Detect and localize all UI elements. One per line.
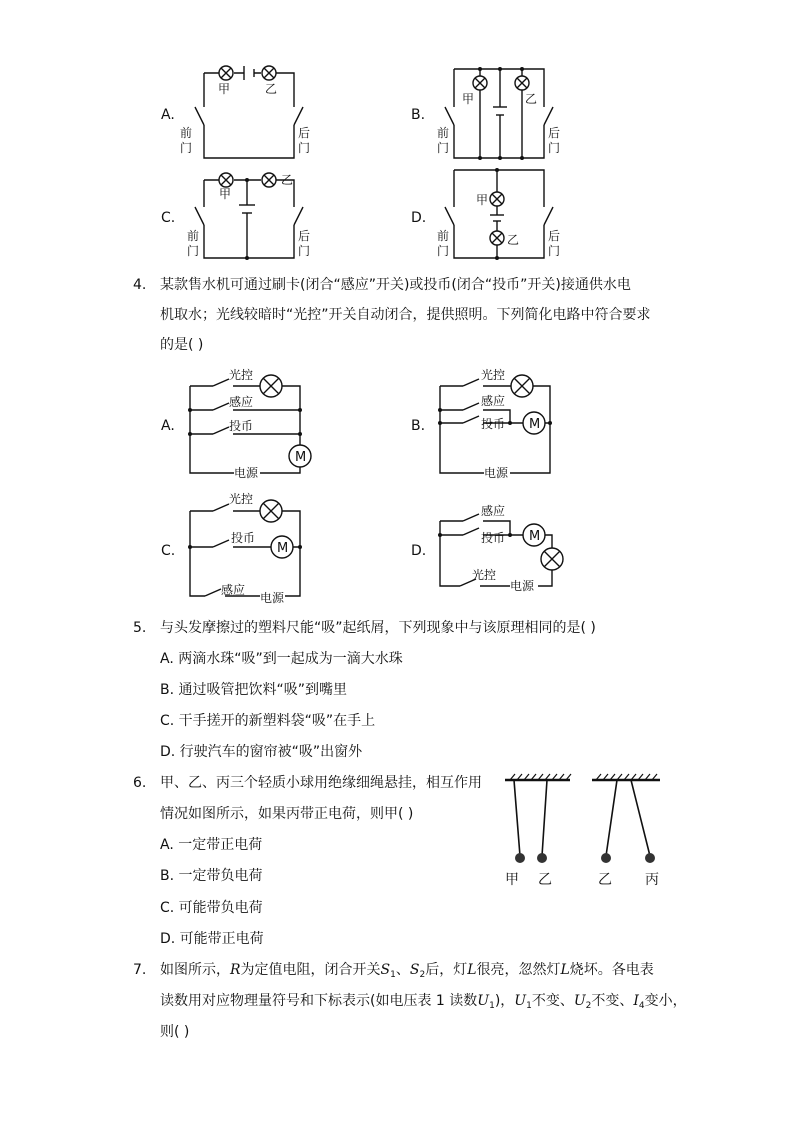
lamp-yi-icon [515,76,529,90]
ball-bing-icon [645,853,655,863]
switch-label: 光控 [472,568,497,582]
q3-circuit-d [400,160,575,265]
switch-label: 投币 [231,531,256,545]
svg-text:M: M [295,450,307,465]
svg-text:M: M [529,529,541,544]
question-text-line: 甲、乙、丙三个轻质小球用绝缘细绳悬挂，相互作用 [160,775,482,791]
q4-circuit-b [400,365,580,485]
option-letter: D. [411,210,427,226]
ceiling-support-left-icon [505,774,571,780]
question-text-line: 则( ) [160,1024,190,1040]
lamp-yi-icon [490,231,504,245]
switch-label: 后门 [298,229,311,258]
q3-circuit-b [400,55,575,165]
ball-label: 甲 [505,872,519,888]
question-text-line: 情况如图所示，如果丙带正电荷，则甲( ) [160,806,414,822]
switch-label: 后门 [548,229,561,258]
switch-label: 光控 [229,368,254,382]
back-door-switch-icon [544,207,553,225]
hanging-balls-figure [500,770,670,890]
option-b[interactable]: B. 一定带负电荷 [160,868,263,884]
option-letter: C. [161,210,176,226]
lamp-label: 乙 [507,233,520,247]
lamp-label: 甲 [218,82,231,96]
q4-circuit-a [150,365,330,485]
lamp-label: 乙 [525,92,538,106]
switch-label: 前门 [180,126,193,155]
option-a[interactable]: A. 两滴水珠“吸”到一起成为一滴大水珠 [160,651,403,667]
coin-switch-icon [463,416,479,423]
power-source-label: 电源 [484,466,509,480]
ball-label: 丙 [645,872,659,888]
front-door-switch-icon [195,207,204,225]
front-door-switch-icon [195,107,204,125]
svg-text:M: M [277,541,289,556]
lamp-jia-icon [473,76,487,90]
switch-label: 感应 [481,394,506,408]
option-a[interactable]: A. 一定带正电荷 [160,837,263,853]
motor-icon [271,536,293,558]
switch-label: 投币 [481,417,506,431]
q3-circuit-a [150,55,325,165]
option-letter: A. [161,418,175,434]
ceiling-support-right-icon [592,774,660,780]
ball-label: 乙 [538,872,552,888]
question-number: 6. [133,775,147,791]
front-door-switch-icon [445,107,454,125]
ball-jia-icon [515,853,525,863]
sensor-switch-icon [463,514,479,521]
lamp-label: 甲 [462,92,475,106]
lamp-jia-icon [219,173,233,187]
question-text-line: 读数用对应物理量符号和下标表示(如电压表 1 读数$U_1$)，$U_1$不变、$U_2$不变、$I_4$变小， [160,993,687,1011]
lamp-label: 甲 [476,193,489,207]
power-source-label: 电源 [260,591,285,605]
option-letter: B. [411,107,426,123]
lamp-jia-icon [219,66,233,80]
q4-circuit-c [150,490,330,610]
back-door-switch-icon [294,107,303,125]
switch-label: 前门 [437,126,450,155]
lamp-icon [541,548,563,570]
switch-label: 光控 [229,492,254,506]
sensor-switch-icon [213,403,229,410]
question-text-line: 某款售水机可通过刷卡(闭合“感应”开关)或投币(闭合“投币”开关)接通供水电 [160,277,631,293]
ball-yi-icon [537,853,547,863]
option-c[interactable]: C. 干手搓开的新塑料袋“吸”在手上 [160,713,376,729]
switch-label: 后门 [548,126,561,155]
option-d[interactable]: D. 可能带正电荷 [160,931,264,947]
switch-label: 感应 [221,583,246,597]
svg-text:M: M [529,417,541,432]
switch-label: 前门 [437,229,450,258]
switch-label: 光控 [481,368,506,382]
coin-switch-icon [213,427,229,434]
lamp-label: 乙 [265,82,278,96]
question-number: 5. [133,620,147,636]
back-door-switch-icon [544,107,553,125]
motor-icon [523,524,545,546]
option-letter: B. [411,418,426,434]
ball-label: 乙 [598,872,612,888]
front-door-switch-icon [445,207,454,225]
option-b[interactable]: B. 通过吸管把饮料“吸”到嘴里 [160,682,348,698]
question-text: 与头发摩擦过的塑料尺能“吸”起纸屑，下列现象中与该原理相同的是( ) [160,620,596,636]
coin-switch-icon [463,528,479,535]
switch-label: 投币 [229,419,254,433]
question-number: 4. [133,277,147,293]
light-control-switch-icon [213,379,229,386]
switch-label: 投币 [481,531,506,545]
light-control-switch-icon [213,504,229,511]
option-d[interactable]: D. 行驶汽车的窗帘被“吸”出窗外 [160,744,363,760]
question-number: 7. [133,962,147,978]
switch-label: 感应 [481,504,506,518]
lamp-icon [260,500,282,522]
question-text-line: 如图所示，R为定值电阻，闭合开关$S_1$、$S_2$后，灯L很亮，忽然灯L烧坏。各电表 [160,962,654,980]
power-source-label: 电源 [510,579,535,593]
lamp-label: 乙 [281,173,294,187]
option-letter: C. [161,543,176,559]
back-door-switch-icon [294,207,303,225]
lamp-yi-icon [262,173,276,187]
coin-switch-icon [213,540,229,547]
motor-icon [523,412,545,434]
option-c[interactable]: C. 可能带负电荷 [160,900,263,916]
switch-label: 感应 [229,395,254,409]
lamp-jia-icon [490,192,504,206]
option-letter: A. [161,107,175,123]
lamp-icon [260,375,282,397]
light-control-switch-icon [463,379,479,386]
q3-circuit-c [150,160,325,265]
lamp-icon [511,375,533,397]
switch-label: 前门 [187,229,200,258]
question-text-line: 机取水；光线较暗时“光控”开关自动闭合，提供照明。下列简化电路中符合要求 [160,307,651,323]
switch-label: 后门 [298,126,311,155]
sensor-switch-icon [205,589,221,596]
option-letter: D. [411,543,427,559]
ball-yi-icon [601,853,611,863]
question-text-line: 的是( ) [160,337,204,353]
lamp-label: 甲 [219,187,232,201]
q4-circuit-d [400,490,580,610]
motor-icon [289,445,311,467]
power-source-label: 电源 [234,466,259,480]
sensor-switch-icon [463,403,479,410]
lamp-yi-icon [262,66,276,80]
